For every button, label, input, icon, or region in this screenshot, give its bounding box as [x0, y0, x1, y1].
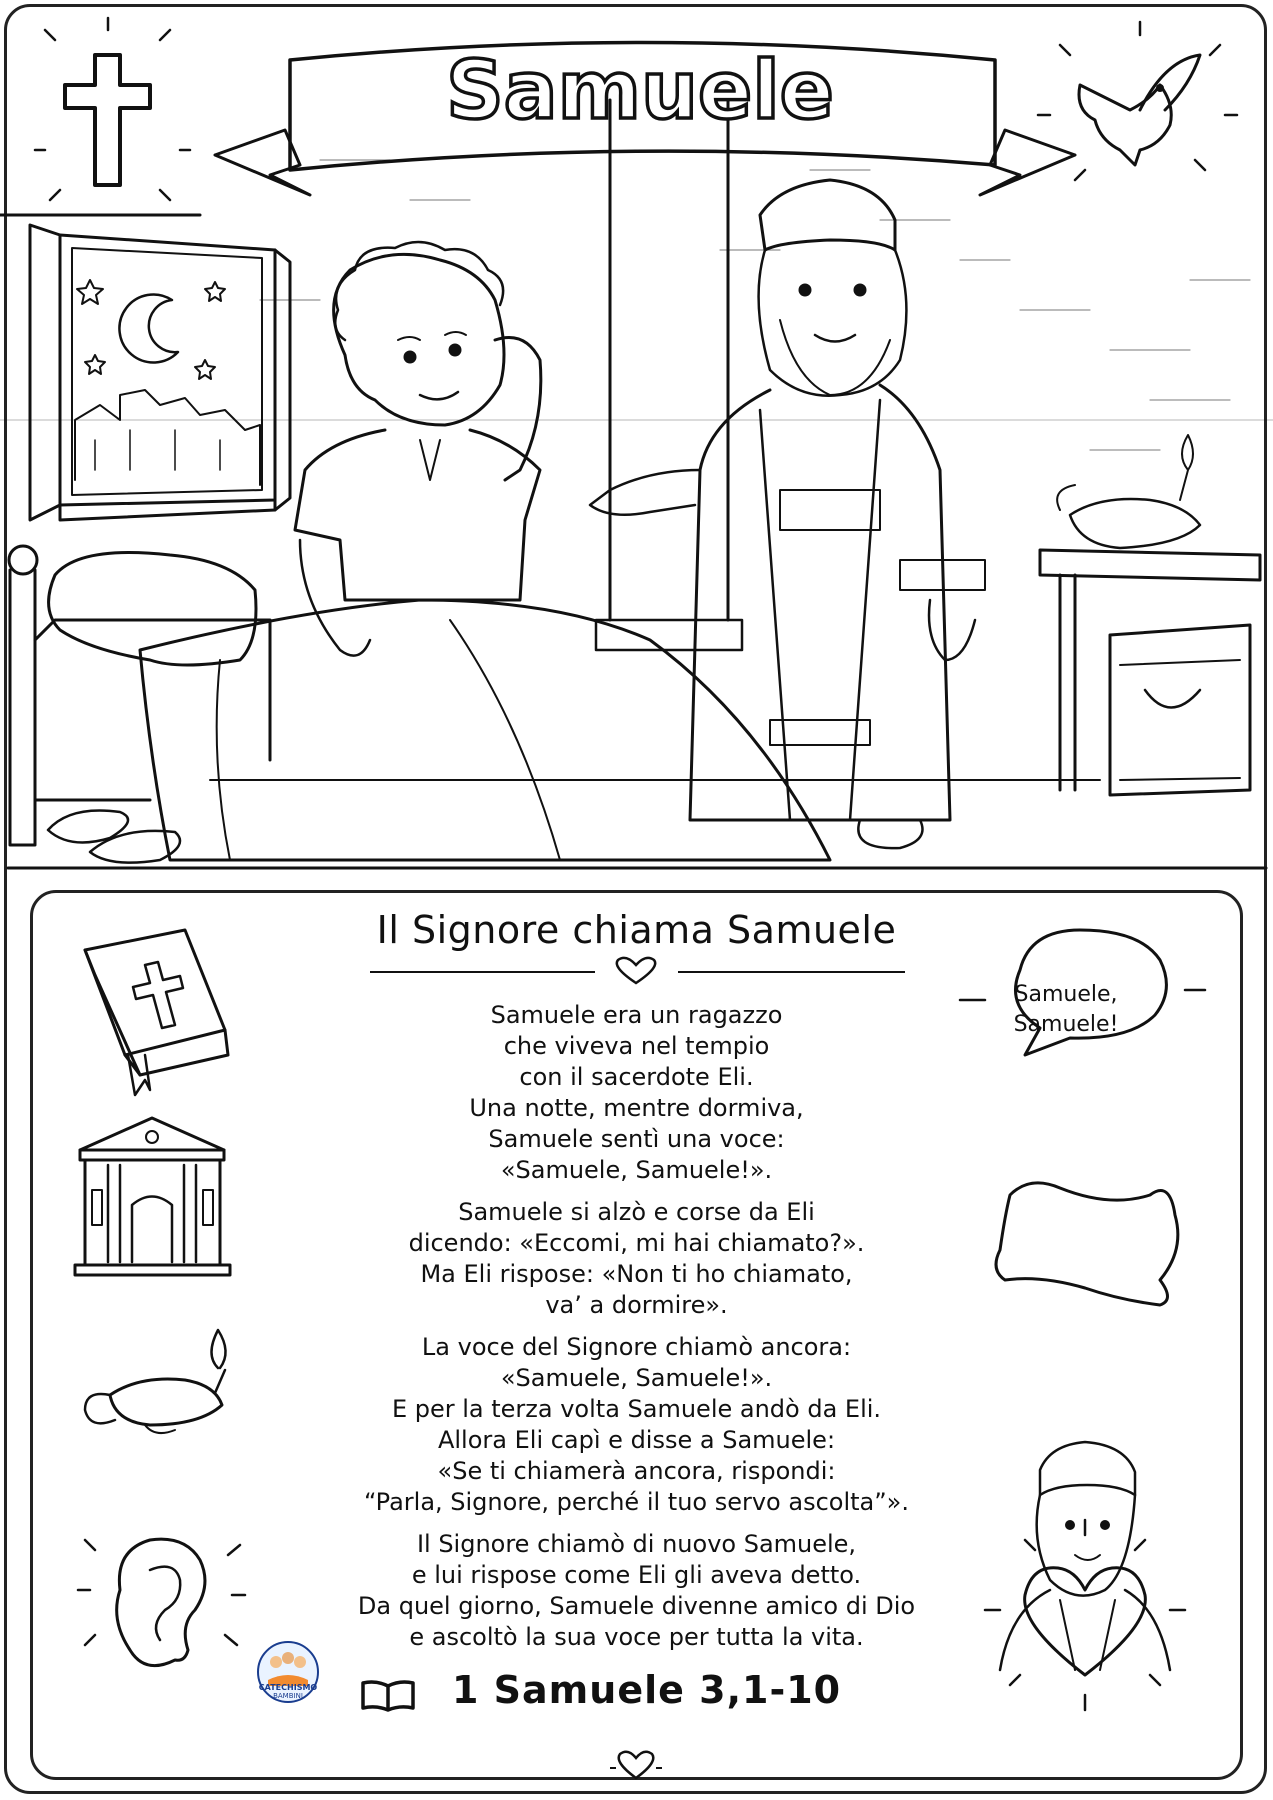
- reference-text: 1 Samuele 3,1-10: [452, 1668, 842, 1712]
- scripture-reference: [360, 1668, 920, 1718]
- story-line: Allora Eli capì e disse a Samuele:: [437, 1426, 836, 1454]
- story-line: «Se ti chiamerà ancora, rispondi:: [437, 1457, 836, 1485]
- small-heart-icon: [610, 1748, 662, 1782]
- ear-icon: [78, 1539, 245, 1665]
- pillow-icon: [996, 1183, 1178, 1305]
- banner-title: Samuele: [446, 44, 834, 137]
- open-book-icon: [360, 1678, 416, 1712]
- story-line: La voce del Signore chiamò ancora:: [421, 1333, 852, 1361]
- story-line: Samuele era un ragazzo: [490, 1001, 783, 1029]
- story-line: “Parla, Signore, perché il tuo servo ascolta”».: [363, 1488, 909, 1516]
- story-line: con il sacerdote Eli.: [519, 1063, 754, 1091]
- bible-icon: [85, 930, 228, 1095]
- story-line: E per la terza volta Samuele andò da Eli.: [391, 1395, 882, 1423]
- eli-portrait-icon: [1000, 1442, 1170, 1670]
- temple-icon: [75, 1118, 230, 1275]
- story-line: Ma Eli rispose: «Non ti ho chiamato,: [420, 1260, 853, 1288]
- story-line: e lui rispose come Eli gli aveva detto.: [411, 1561, 862, 1589]
- story-line: e ascoltò la sua voce per tutta la vita.: [409, 1623, 864, 1651]
- story-line: Samuele si alzò e corse da Eli: [458, 1198, 815, 1226]
- speech-line: Samuele,: [1014, 982, 1118, 1007]
- panel-title: Il Signore chiama Samuele: [376, 908, 897, 952]
- logo-line-2: BAMBINI: [273, 1692, 303, 1700]
- story-line: «Samuele, Samuele!».: [500, 1364, 773, 1392]
- story-line: Una notte, mentre dormiva,: [469, 1094, 804, 1122]
- speech-line: Samuele!: [1013, 1012, 1119, 1037]
- speech-bubble-text: [986, 980, 1146, 1040]
- story-line: Samuele sentì una voce:: [488, 1125, 785, 1153]
- story-line: «Samuele, Samuele!».: [500, 1156, 773, 1184]
- logo-line-1: CATECHISMO: [258, 1683, 318, 1692]
- story-line: che viveva nel tempio: [503, 1032, 770, 1060]
- story-line: Da quel giorno, Samuele divenne amico di Dio: [357, 1592, 916, 1620]
- story-line: va’ a dormire».: [545, 1291, 728, 1319]
- story-line: dicendo: «Eccomi, mi hai chiamato?».: [408, 1229, 865, 1257]
- story-line: Il Signore chiamò di nuovo Samuele,: [416, 1530, 857, 1558]
- heart-icon: [985, 1520, 1185, 1710]
- scene-illustration: [0, 0, 1273, 870]
- oil-lamp-icon: [85, 1330, 226, 1433]
